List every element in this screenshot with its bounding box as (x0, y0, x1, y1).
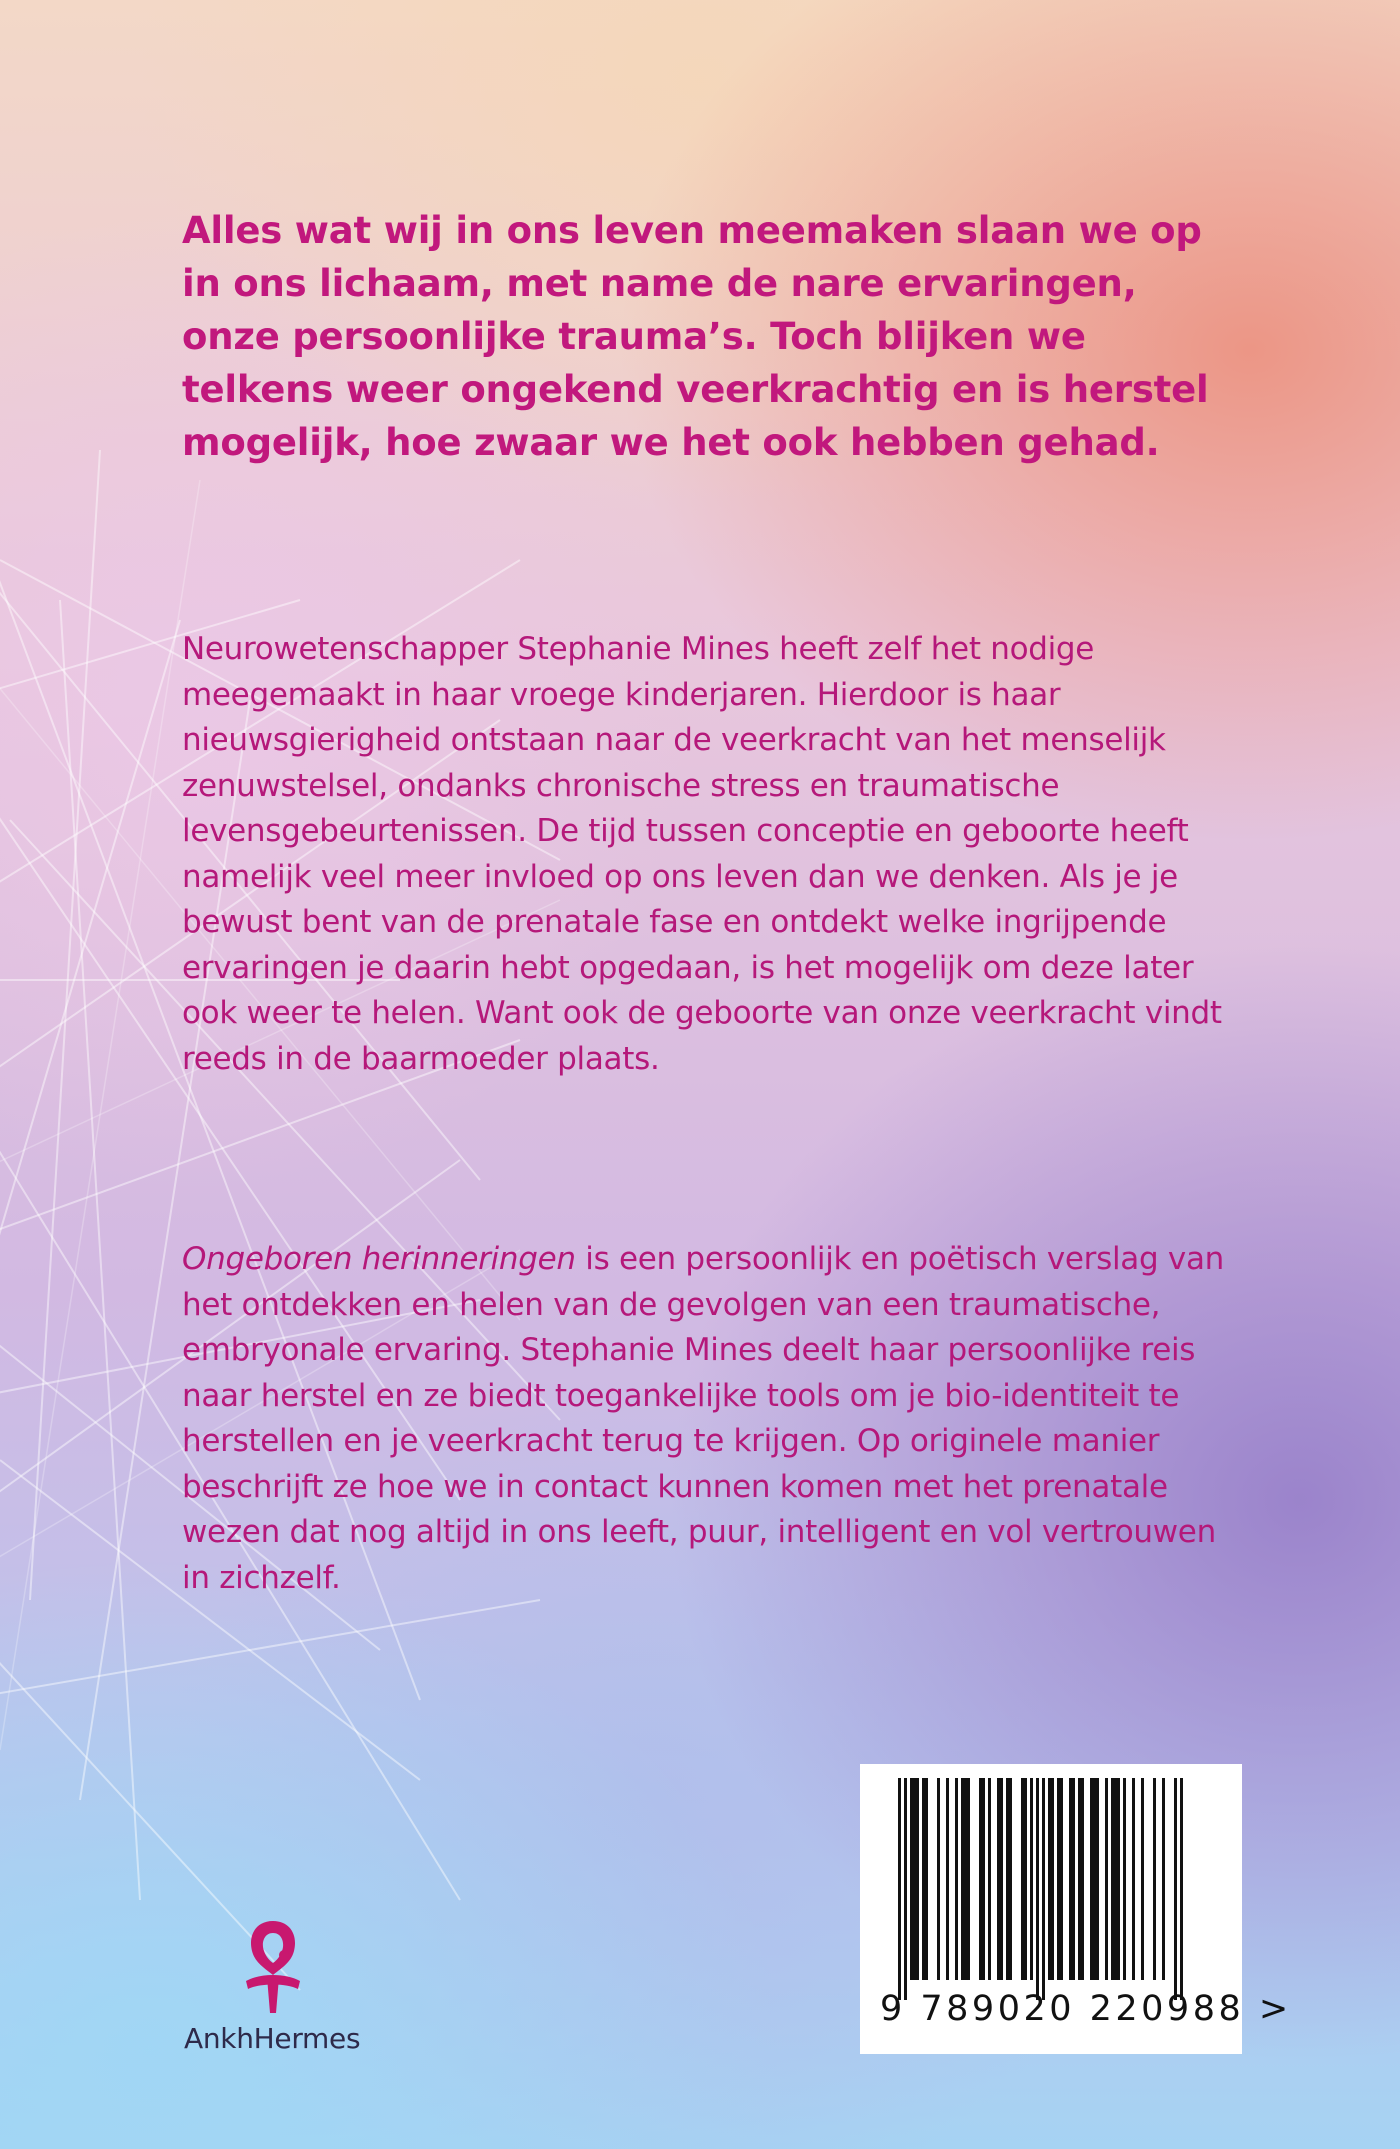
barcode-bar (946, 1778, 949, 1980)
barcode-bar (961, 1778, 964, 1980)
barcode-bar (955, 1778, 958, 1980)
barcode-bar (1117, 1778, 1120, 1980)
publisher-name: AnkhHermes (184, 2022, 361, 2055)
tagline-headline: Alles wat wij in ons leven meemaken slaan we op in ons lichaam, met name de nare ervaringen, onze persoonlijke trauma’s. Toch blijken we telkens weer ongekend veerkrachtig en is herstel mogelijk, hoe zwaar we het ook hebben gehad. (182, 209, 1209, 464)
barcode-bar (1132, 1778, 1135, 1980)
barcode-bar (1021, 1778, 1024, 1980)
barcode-bar (1000, 1778, 1003, 1980)
barcode-bar (1036, 1778, 1039, 2000)
barcode-bar (898, 1778, 901, 2000)
barcode-bar (922, 1778, 925, 1980)
barcode-bar (1057, 1778, 1060, 1980)
barcode-bar (1051, 1778, 1054, 1980)
description-paragraph-2-text: is een persoonlijk en poëtisch verslag van het ontdekken en helen van de gevolgen van een traumatische, embryonale ervaring. Stephanie Mines deelt haar persoonlijke reis naar herstel en ze biedt toegankelijke tools om je bio-identiteit te herstellen en je veerkracht terug te krijgen. Op originele manier beschrijft ze hoe we in contact kunnen komen met het prenatale wezen dat nog altijd in ons leeft, puur, intelligent en vol vertrouwen in zichzelf. (182, 1241, 1225, 1596)
barcode-bar (1105, 1778, 1108, 1980)
barcode-bar (1174, 1778, 1177, 2000)
barcode-bar (982, 1778, 985, 1980)
barcode-bar (1141, 1778, 1144, 1980)
barcode-bar (988, 1778, 991, 1980)
barcode-bar (1009, 1778, 1012, 1980)
barcode-bar (916, 1778, 919, 1980)
book-title-italic: Ongeboren herinneringen (182, 1241, 576, 1277)
barcode-bar (1090, 1778, 1093, 1980)
barcode-bar (1030, 1778, 1033, 1980)
barcode-bar (1042, 1778, 1045, 2000)
barcode-bar (925, 1778, 928, 1980)
barcode-bar (964, 1778, 967, 1980)
barcode-bar (1006, 1778, 1009, 1980)
barcode-bar (1069, 1778, 1072, 1980)
barcode-bar (1048, 1778, 1051, 1980)
barcode-bar (1096, 1778, 1099, 1980)
publisher-logo (170, 1915, 380, 2065)
barcode-bar (967, 1778, 970, 1980)
barcode-bar (913, 1778, 916, 1980)
barcode-bar (1162, 1778, 1165, 1980)
isbn-barcode (860, 1764, 1292, 2054)
barcode-bar (979, 1778, 982, 1980)
barcode-bar (937, 1778, 940, 1980)
barcode-bar (910, 1778, 913, 1980)
barcode-bar (1180, 1778, 1183, 2000)
ankh-logo-icon (240, 1915, 306, 2015)
description-paragraph-2 (182, 1237, 1242, 1601)
barcode-bar (1153, 1778, 1156, 1980)
barcode-bar (1072, 1778, 1075, 1980)
barcode-bar (1060, 1778, 1063, 1980)
barcode-bar (1078, 1778, 1081, 1980)
isbn-number: 9 789020 220988 > (880, 1989, 1292, 2029)
barcode-bar (1111, 1778, 1114, 1980)
barcode-bar (1123, 1778, 1126, 1980)
barcode-bar (1081, 1778, 1084, 1980)
barcode-bar (904, 1778, 907, 2000)
barcode-bar (1093, 1778, 1096, 1980)
barcode-bar (1114, 1778, 1117, 1980)
barcode-bar (997, 1778, 1000, 1980)
barcode-bar (1024, 1778, 1027, 1980)
description-paragraph-1: Neurowetenschapper Stephanie Mines heeft zelf het nodige meegemaakt in haar vroege kinderjaren. Hierdoor is haar nieuwsgierigheid ontstaan naar de veerkracht van het menselijk zenuwstelsel, ondanks chronische stress en traumatische levensgebeurtenissen. De tijd tussen conceptie en geboorte heeft namelijk veel meer invloed op ons leven dan we denken. Als je je bewust bent van de prenatale fase en ontdekt welke ingrijpende ervaringen je daarin hebt opgedaan, is het mogelijk om deze later ook weer te helen. Want ook de geboorte van onze veerkracht vindt reeds in de baarmoeder plaats. (182, 631, 1222, 1077)
